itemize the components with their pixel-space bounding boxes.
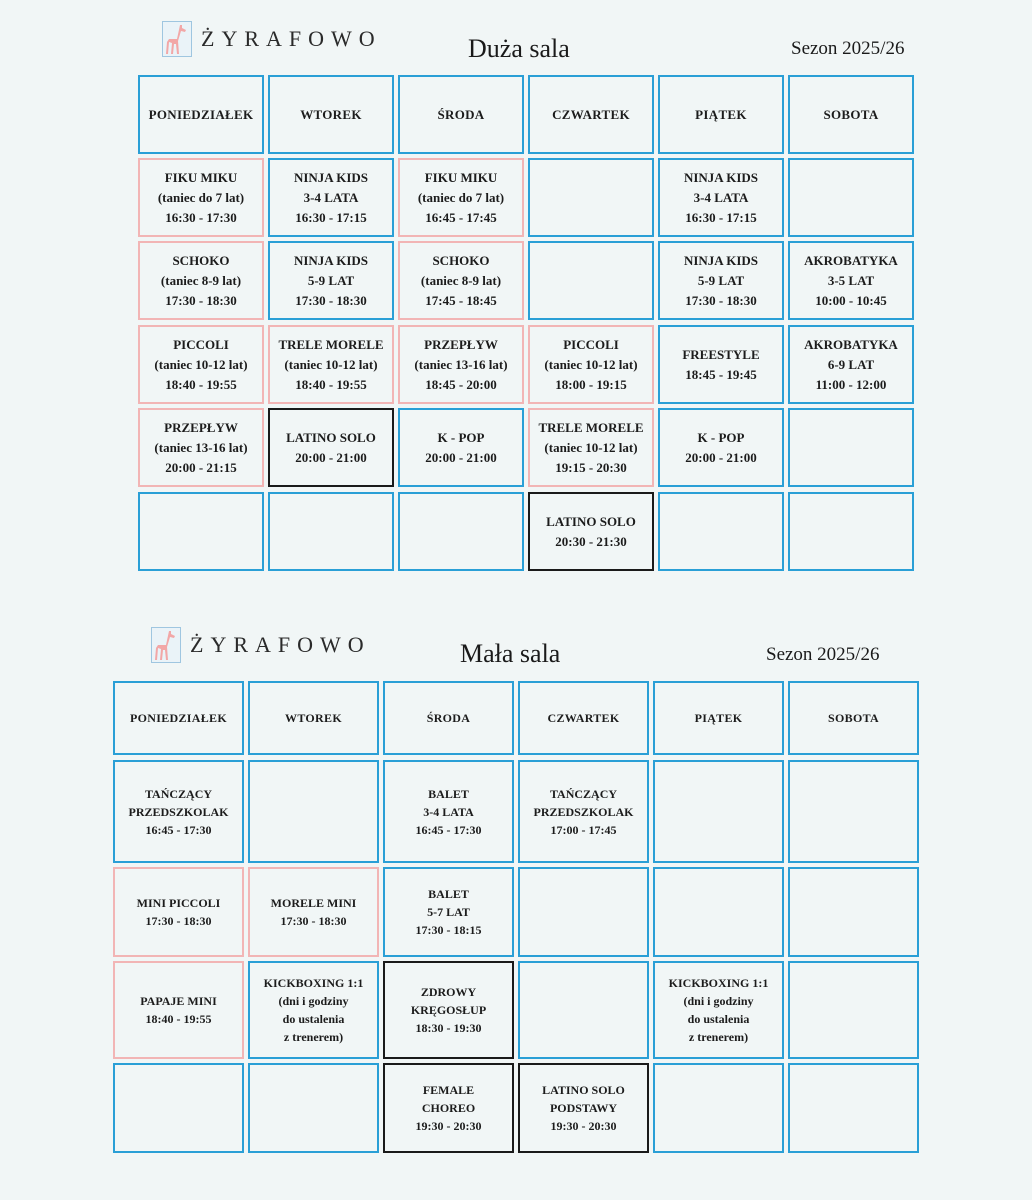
class-detail: 17:30 - 18:30 [145,914,212,928]
day-header [788,681,919,755]
class-detail: z trenerem) [283,1030,344,1044]
class-name: NINJA KIDS [683,169,759,185]
empty-cell [528,158,654,237]
class-detail: (taniec 8-9 lat) [160,272,242,288]
class-detail: (taniec do 7 lat) [157,189,245,205]
class-detail: 16:45 - 17:30 [145,822,212,837]
class-name: TRELE MORELE [538,419,644,435]
day-header [653,681,784,755]
empty-cell [788,492,914,571]
class-name: K - POP [697,429,745,445]
class-detail: 20:00 - 21:15 [165,459,237,475]
class-detail: 3-4 LATA [423,804,474,819]
class-cell [113,760,244,863]
class-detail: (taniec do 7 lat) [417,189,505,205]
room-title: Mała sala [460,639,561,668]
day-header [268,75,394,154]
day-header [138,75,264,154]
class-detail: 5-9 LAT [307,272,355,288]
class-detail: CHOREO [421,1101,476,1115]
day-label: PIĄTEK [695,106,747,122]
class-cell [658,158,784,237]
class-detail: PODSTAWY [549,1101,618,1115]
empty-cell [113,1063,244,1153]
empty-cell [248,760,379,863]
day-header [518,681,649,755]
empty-cell [788,867,919,957]
class-detail: 5-9 LAT [697,272,745,288]
class-name: LATINO SOLO [542,1083,625,1097]
class-detail: 3-4 LATA [693,189,749,205]
day-label: CZWARTEK [547,711,620,725]
class-cell [398,158,524,237]
class-name: NINJA KIDS [293,252,369,268]
class-name: SCHOKO [432,252,490,268]
class-detail: (taniec 10-12 lat) [284,356,378,372]
class-name: KICKBOXING 1:1 [668,976,769,990]
day-label: WTOREK [285,711,342,725]
class-detail: 18:45 - 19:45 [685,366,757,382]
class-name: PRZEPŁYW [424,336,498,352]
room-title: Duża sala [468,34,570,63]
class-detail: (taniec 13-16 lat) [414,356,508,372]
class-cell [248,961,379,1059]
class-cell [248,867,379,957]
day-label: WTOREK [300,106,362,122]
class-detail: 18:45 - 20:00 [425,376,497,392]
class-detail: z trenerem) [688,1030,749,1044]
class-detail: 16:45 - 17:30 [415,822,482,837]
day-label: SOBOTA [828,711,879,725]
class-name: K - POP [437,429,485,445]
class-detail: 3-4 LATA [303,189,359,205]
class-name: PICCOLI [563,336,619,352]
brand-name: ŻYRAFOWO [190,632,371,657]
class-cell [383,961,514,1059]
season-label: Sezon 2025/26 [766,644,880,665]
empty-cell [653,760,784,863]
empty-cell [138,492,264,571]
class-cell [398,241,524,320]
class-name: LATINO SOLO [286,429,376,445]
class-name: KICKBOXING 1:1 [263,976,364,990]
class-detail: (taniec 8-9 lat) [420,272,502,288]
class-cell [268,408,394,487]
class-cell [268,325,394,404]
class-name: FREESTYLE [682,346,760,362]
class-detail: 20:00 - 21:00 [685,449,757,465]
day-header [383,681,514,755]
class-cell [138,408,264,487]
class-cell [528,492,654,571]
class-cell [528,408,654,487]
class-detail: 20:00 - 21:00 [425,449,497,465]
class-cell [518,760,649,863]
class-cell [138,241,264,320]
class-detail: (taniec 10-12 lat) [154,356,248,372]
day-label: CZWARTEK [552,106,630,122]
class-name: BALET [428,887,469,901]
class-detail: 10:00 - 10:45 [815,292,887,308]
day-label: ŚRODA [426,711,471,725]
class-detail: 20:00 - 21:00 [295,449,367,465]
class-name: MORELE MINI [270,896,357,910]
class-name: SCHOKO [172,252,230,268]
brand-logo [151,627,371,663]
class-detail: 17:30 - 18:30 [685,292,757,308]
class-name: TRELE MORELE [278,336,384,352]
class-cell [788,241,914,320]
class-detail: 17:00 - 17:45 [550,822,617,837]
class-detail: 17:30 - 18:15 [415,923,482,937]
class-detail: 20:30 - 21:30 [555,533,627,549]
class-name: PAPAJE MINI [140,994,217,1008]
class-name: NINJA KIDS [683,252,759,268]
season-label: Sezon 2025/26 [791,38,905,59]
class-detail: 17:30 - 18:30 [295,292,367,308]
class-cell [658,241,784,320]
class-detail: 18:40 - 19:55 [295,376,367,392]
class-detail: KRĘGOSŁUP [410,1003,487,1017]
day-header [658,75,784,154]
class-cell [528,325,654,404]
empty-cell [788,961,919,1059]
class-detail: 17:30 - 18:30 [280,914,347,928]
class-name: PRZEPŁYW [164,419,238,435]
day-label: PONIEDZIAŁEK [148,106,254,122]
class-cell [518,1063,649,1153]
class-detail: (dni i godziny [683,994,754,1008]
empty-cell [653,1063,784,1153]
class-cell [268,158,394,237]
class-detail: 17:45 - 18:45 [425,292,497,308]
class-name: TAŃCZĄCY [549,786,618,801]
class-cell [113,867,244,957]
class-name: FEMALE [422,1083,475,1097]
class-detail: 18:00 - 19:15 [555,376,627,392]
day-label: PIĄTEK [694,711,743,725]
empty-cell [788,760,919,863]
class-cell [113,961,244,1059]
day-label: ŚRODA [437,106,485,122]
class-detail: 18:30 - 19:30 [415,1021,482,1035]
giraffe-icon [162,21,192,57]
empty-cell [788,1063,919,1153]
empty-cell [788,158,914,237]
large-room-schedule [0,0,1032,590]
giraffe-icon [151,627,181,663]
empty-cell [248,1063,379,1153]
class-cell [658,325,784,404]
day-header [248,681,379,755]
class-cell [138,158,264,237]
class-name: PICCOLI [173,336,229,352]
brand-logo [162,21,382,57]
class-cell [788,325,914,404]
empty-cell [518,961,649,1059]
empty-cell [528,241,654,320]
day-header [788,75,914,154]
class-cell [398,325,524,404]
class-cell [653,961,784,1059]
class-cell [398,408,524,487]
brand-name: ŻYRAFOWO [201,26,382,51]
day-header [398,75,524,154]
empty-cell [398,492,524,571]
class-detail: (taniec 13-16 lat) [154,439,248,455]
class-cell [658,408,784,487]
day-header [528,75,654,154]
class-detail: (taniec 10-12 lat) [544,439,638,455]
class-name: NINJA KIDS [293,169,369,185]
day-label: PONIEDZIAŁEK [130,711,227,725]
class-cell [383,760,514,863]
class-cell [383,867,514,957]
class-detail: 11:00 - 12:00 [815,376,887,392]
class-cell [138,325,264,404]
class-name: AKROBATYKA [804,252,898,268]
class-detail: 6-9 LAT [827,356,875,372]
empty-cell [658,492,784,571]
class-detail: (dni i godziny [278,994,349,1008]
class-detail: (taniec 10-12 lat) [544,356,638,372]
class-detail: PRZEDSZKOLAK [128,804,229,819]
empty-cell [268,492,394,571]
class-name: FIKU MIKU [164,169,238,185]
class-detail: 16:30 - 17:15 [295,209,367,225]
empty-cell [653,867,784,957]
class-detail: do ustalenia [687,1012,750,1026]
class-name: TAŃCZĄCY [144,786,213,801]
class-detail: 19:15 - 20:30 [555,459,627,475]
class-detail: 17:30 - 18:30 [165,292,237,308]
class-name: MINI PICCOLI [136,896,221,910]
empty-cell [788,408,914,487]
class-name: LATINO SOLO [546,513,636,529]
class-cell [383,1063,514,1153]
class-detail: 16:30 - 17:15 [685,209,757,225]
empty-cell [518,867,649,957]
day-header [113,681,244,755]
class-detail: 19:30 - 20:30 [415,1119,482,1133]
class-detail: 5-7 LAT [427,905,470,919]
class-detail: 18:40 - 19:55 [145,1012,212,1026]
class-name: BALET [428,786,469,801]
class-cell [268,241,394,320]
class-detail: do ustalenia [282,1012,345,1026]
class-detail: 16:45 - 17:45 [425,209,497,225]
class-detail: 19:30 - 20:30 [550,1119,617,1133]
day-label: SOBOTA [823,106,879,122]
class-detail: PRZEDSZKOLAK [533,804,634,819]
class-detail: 16:30 - 17:30 [165,209,237,225]
class-detail: 18:40 - 19:55 [165,376,237,392]
class-name: FIKU MIKU [424,169,498,185]
class-name: AKROBATYKA [804,336,898,352]
class-name: ZDROWY [420,985,477,999]
small-room-schedule [0,600,1032,1200]
class-detail: 3-5 LAT [827,272,875,288]
